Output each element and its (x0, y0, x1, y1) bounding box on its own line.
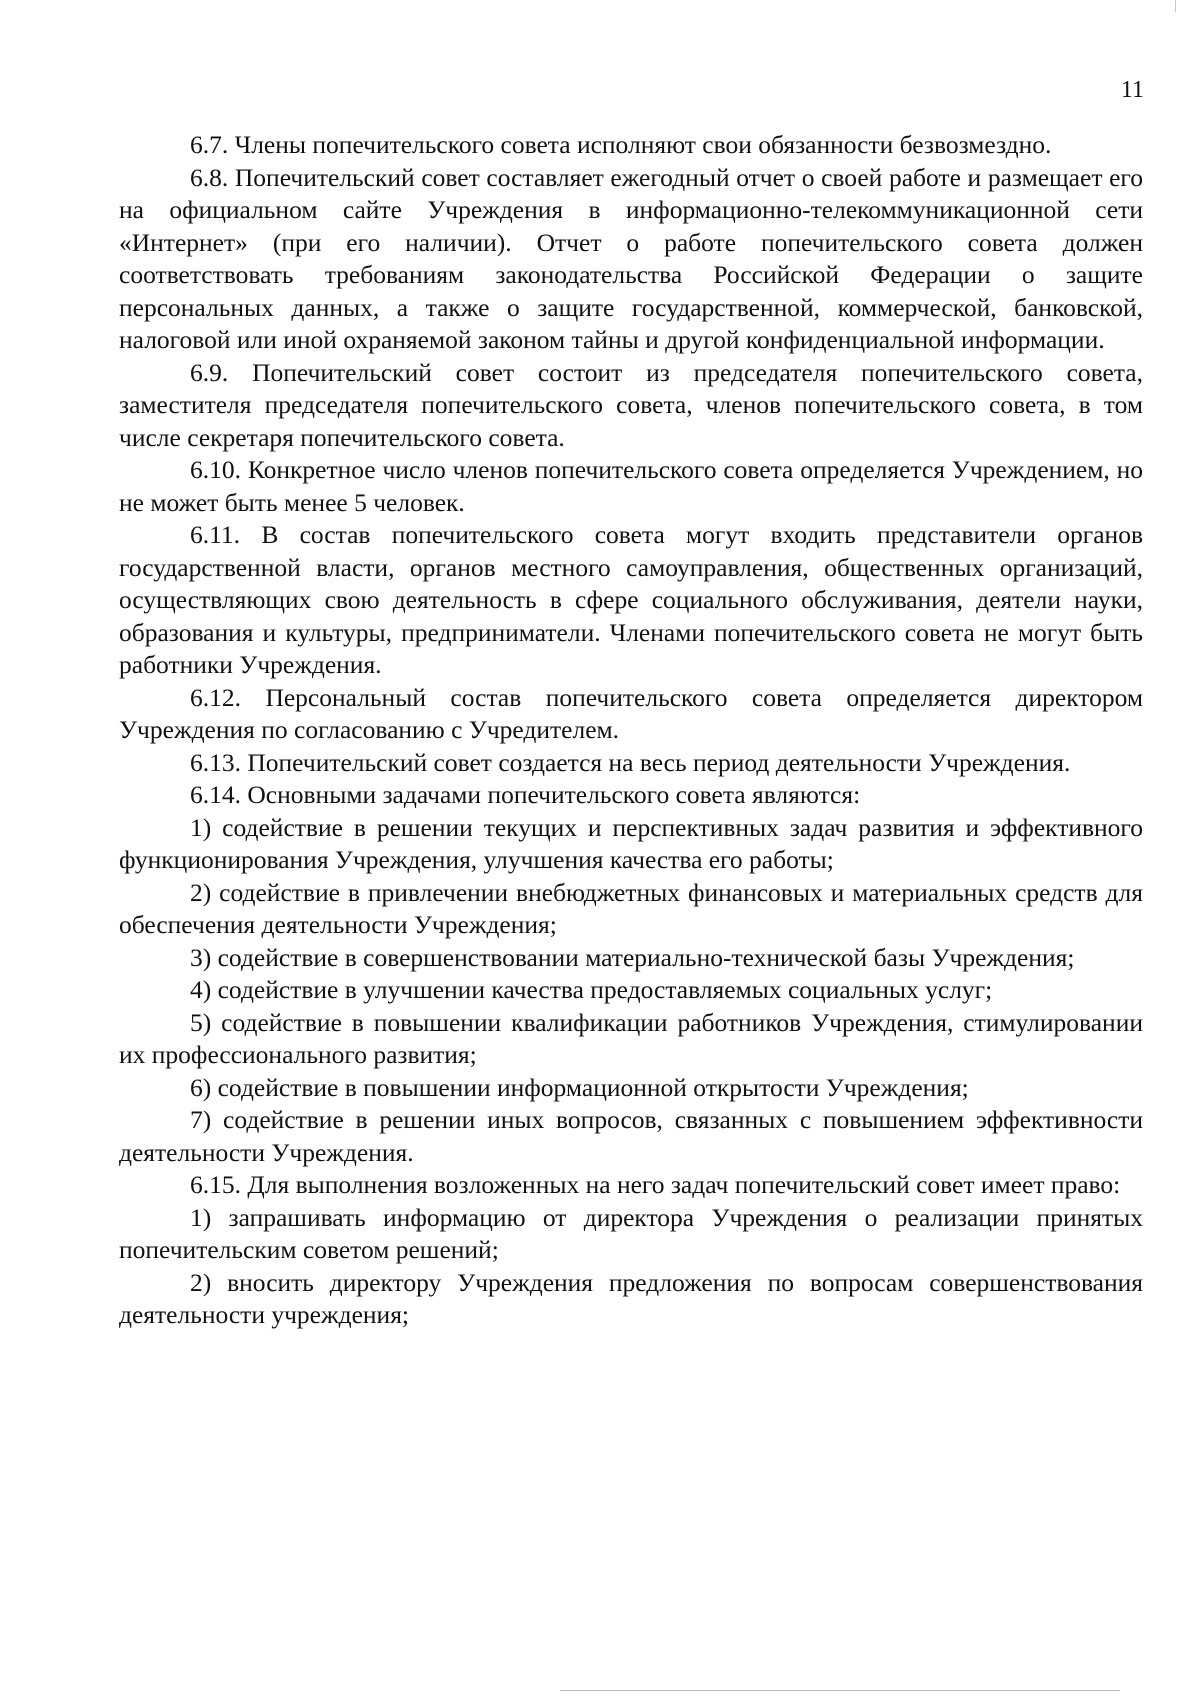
list-item-6-14-6: 6) содействие в повышении информационной открытости Учреждения; (190, 1072, 969, 1102)
list-item-6-14-2: 2) содействие в привлечении внебюджетных финансовых и материальных средств для обеспечения деятельности Учреждения; (119, 877, 1143, 939)
list-item-6-14-3: 3) содействие в совершенствовании материально-технической базы Учреждения; (190, 942, 1075, 972)
page-number: 11 (1120, 77, 1144, 103)
list-item-6-14-1: 1) содействие в решении текущих и перспективных задач развития и эффективного функционирования Учреждения, улучшения качества его работы; (119, 812, 1143, 874)
list-item-6-14-5: 5) содействие в повышении квалификации работников Учреждения, стимулировании их профессионального развития; (119, 1007, 1143, 1069)
paragraph-6-15: 6.15. Для выполнения возложенных на него задач попечительский совет имеет право: (190, 1170, 1121, 1199)
paragraph-6-9: 6.9. Попечительский совет состоит из председателя попечительского совета, заместителя председателя попечительского совета, членов попечительского совета, в том числе секретаря попечительского совета. (119, 357, 1143, 452)
paragraph-6-7: 6.7. Члены попечительского совета исполняют свои обязанности безвозмездно. (190, 130, 1052, 159)
list-item-6-15-2: 2) вносить директору Учреждения предложения по вопросам совершенствования деятельности учреждения; (119, 1267, 1143, 1329)
document-body (119, 129, 1143, 1332)
paragraph-6-11: 6.11. В состав попечительского совета могут входить представители органов государственной власти, органов местного самоуправления, общественных организаций, осуществляющих свою деятельность в сфере социального обслуживания, деятели науки, образования и культуры, предприниматели. Членами попечительского совета не могут быть работники Учреждения. (119, 520, 1143, 679)
scan-mark (1175, 0, 1176, 12)
footer-rule (560, 1690, 1120, 1691)
paragraph-6-13: 6.13. Попечительский совет создается на весь период деятельности Учреждения. (190, 747, 1071, 777)
paragraph-6-8: 6.8. Попечительский совет составляет ежегодный отчет о своей работе и размещает его на официальном сайте Учреждения в информационно-телекоммуникационной сети «Интернет» (при его наличии). Отчет о работе попечительского совета должен соответствовать требованиям законодательства Российской Федерации о защите персональных данных, а также о защите государственной, коммерческой, банковской, налоговой или иной охраняемой законом тайны и другой конфиденциальной информации. (119, 162, 1143, 354)
paragraph-6-14: 6.14. Основными задачами попечительского совета являются: (190, 780, 861, 809)
list-item-6-15-1: 1) запрашивать информацию от директора Учреждения о реализации принятых попечительским советом решений; (119, 1202, 1143, 1264)
paragraph-6-10: 6.10. Конкретное число членов попечительского совета определяется Учреждением, но не может быть менее 5 человек. (119, 455, 1143, 517)
list-item-6-14-7: 7) содействие в решении иных вопросов, связанных с повышением эффективности деятельности Учреждения. (119, 1105, 1143, 1167)
paragraph-6-12: 6.12. Персональный состав попечительского совета определяется директором Учреждения по согласованию с Учредителем. (119, 682, 1143, 744)
list-item-6-14-4: 4) содействие в улучшении качества предоставляемых социальных услуг; (190, 975, 993, 1004)
